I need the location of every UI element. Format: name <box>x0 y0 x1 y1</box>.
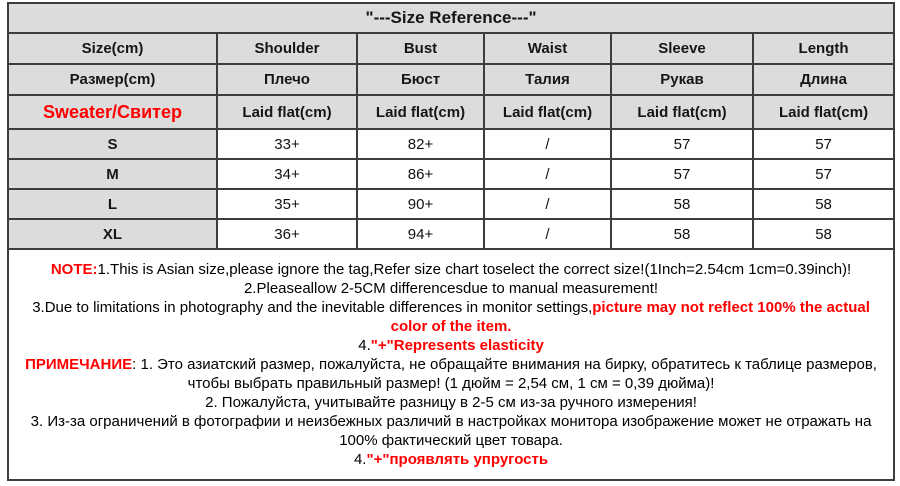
header-cell-sleeve-ru: Рукав <box>611 64 753 95</box>
value-cell-length: 58 <box>753 219 894 249</box>
note-line-en-4 <box>9 336 893 355</box>
note-line-ru-2 <box>9 393 893 412</box>
note-num: 4. <box>353 451 367 468</box>
note-line-ru-1b <box>9 374 893 393</box>
note-line-en-3b <box>9 317 893 336</box>
header-cell-sleeve: Sleeve <box>611 33 753 64</box>
header-cell-length: Length <box>753 33 894 64</box>
note-highlight: color of the item. <box>390 318 512 335</box>
header-cell-shoulder-ru: Плечо <box>217 64 357 95</box>
notes-row <box>8 249 894 480</box>
header-cell-length-ru: Длина <box>753 64 894 95</box>
note-text: чтобы выбрать правильный размер! (1 дюйм = 2,54 см, 1 см = 0,39 дюйма)! <box>187 375 715 392</box>
measure-method-cell: Laid flat(cm) <box>357 95 484 129</box>
value-cell-waist: / <box>484 189 611 219</box>
note-highlight: "+"проявлять упругость <box>366 451 549 468</box>
value-cell-length: 57 <box>753 159 894 189</box>
note-text: 1.This is Asian size,please ignore the tag,Refer size chart toselect the correct size!(1Inch=2.54cm 1cm=0.39inch)! <box>97 261 852 278</box>
size-reference-table <box>7 2 895 481</box>
note-line-en-1 <box>9 260 893 279</box>
note-text: 100% фактический цвет товара. <box>339 432 563 449</box>
value-cell-sleeve: 57 <box>611 129 753 159</box>
note-line-ru-3b <box>9 431 893 450</box>
value-cell-shoulder: 34+ <box>217 159 357 189</box>
measure-method-cell: Laid flat(cm) <box>484 95 611 129</box>
measure-method-cell: Laid flat(cm) <box>217 95 357 129</box>
value-cell-length: 57 <box>753 129 894 159</box>
note-line-ru-4 <box>9 450 893 469</box>
note-text: 2. Пожалуйста, учитывайте разницу в 2-5 см из-за ручного измерения! <box>205 394 697 411</box>
note-highlight: picture may not reflect 100% the actual <box>592 299 870 316</box>
size-cell: L <box>8 189 217 219</box>
notes-section <box>8 249 894 480</box>
size-cell: S <box>8 129 217 159</box>
header-cell-bust-ru: Бюст <box>357 64 484 95</box>
value-cell-shoulder: 35+ <box>217 189 357 219</box>
measure-method-cell: Laid flat(cm) <box>753 95 894 129</box>
product-label: Sweater/Свитер <box>8 95 217 129</box>
header-row-ru <box>8 64 894 95</box>
value-cell-bust: 94+ <box>357 219 484 249</box>
note-text: 3. Из-за ограничений в фотографии и неизбежных различий в настройках монитора изображение может не отражать на <box>30 413 872 430</box>
note-label: NOTE: <box>50 261 98 278</box>
header-cell-waist-ru: Талия <box>484 64 611 95</box>
table-row-s <box>8 129 894 159</box>
value-cell-waist: / <box>484 219 611 249</box>
value-cell-shoulder: 33+ <box>217 129 357 159</box>
value-cell-waist: / <box>484 159 611 189</box>
measure-method-row <box>8 95 894 129</box>
value-cell-length: 58 <box>753 189 894 219</box>
page-title: "---Size Reference---" <box>8 3 894 33</box>
note-text: 2.Pleaseallow 2-5CM differencesdue to manual measurement! <box>243 280 659 297</box>
header-cell-shoulder: Shoulder <box>217 33 357 64</box>
size-cell: M <box>8 159 217 189</box>
table-row-xl <box>8 219 894 249</box>
note-line-ru-3 <box>9 412 893 431</box>
header-cell-bust: Bust <box>357 33 484 64</box>
table-title-row <box>8 3 894 33</box>
value-cell-sleeve: 58 <box>611 189 753 219</box>
table-row-l <box>8 189 894 219</box>
table-row-m <box>8 159 894 189</box>
size-cell: XL <box>8 219 217 249</box>
value-cell-bust: 82+ <box>357 129 484 159</box>
measure-method-cell: Laid flat(cm) <box>611 95 753 129</box>
note-highlight: "+"Represents elasticity <box>370 337 544 354</box>
note-text: : 1. Это азиатский размер, пожалуйста, не обращайте внимания на бирку, обратитесь к таблице размеров, <box>132 356 877 373</box>
header-cell-size: Size(cm) <box>8 33 217 64</box>
note-line-ru-1 <box>9 355 893 374</box>
note-label: ПРИМЕЧАНИЕ <box>25 356 133 373</box>
value-cell-bust: 86+ <box>357 159 484 189</box>
header-cell-waist: Waist <box>484 33 611 64</box>
note-num: 4. <box>358 337 371 354</box>
value-cell-waist: / <box>484 129 611 159</box>
note-line-en-3 <box>9 298 893 317</box>
value-cell-sleeve: 58 <box>611 219 753 249</box>
note-text: 3.Due to limitations in photography and the inevitable differences in monitor settings, <box>32 299 593 316</box>
value-cell-shoulder: 36+ <box>217 219 357 249</box>
header-cell-size-ru: Размер(cm) <box>8 64 217 95</box>
value-cell-bust: 90+ <box>357 189 484 219</box>
header-row-en <box>8 33 894 64</box>
note-line-en-2 <box>9 279 893 298</box>
value-cell-sleeve: 57 <box>611 159 753 189</box>
